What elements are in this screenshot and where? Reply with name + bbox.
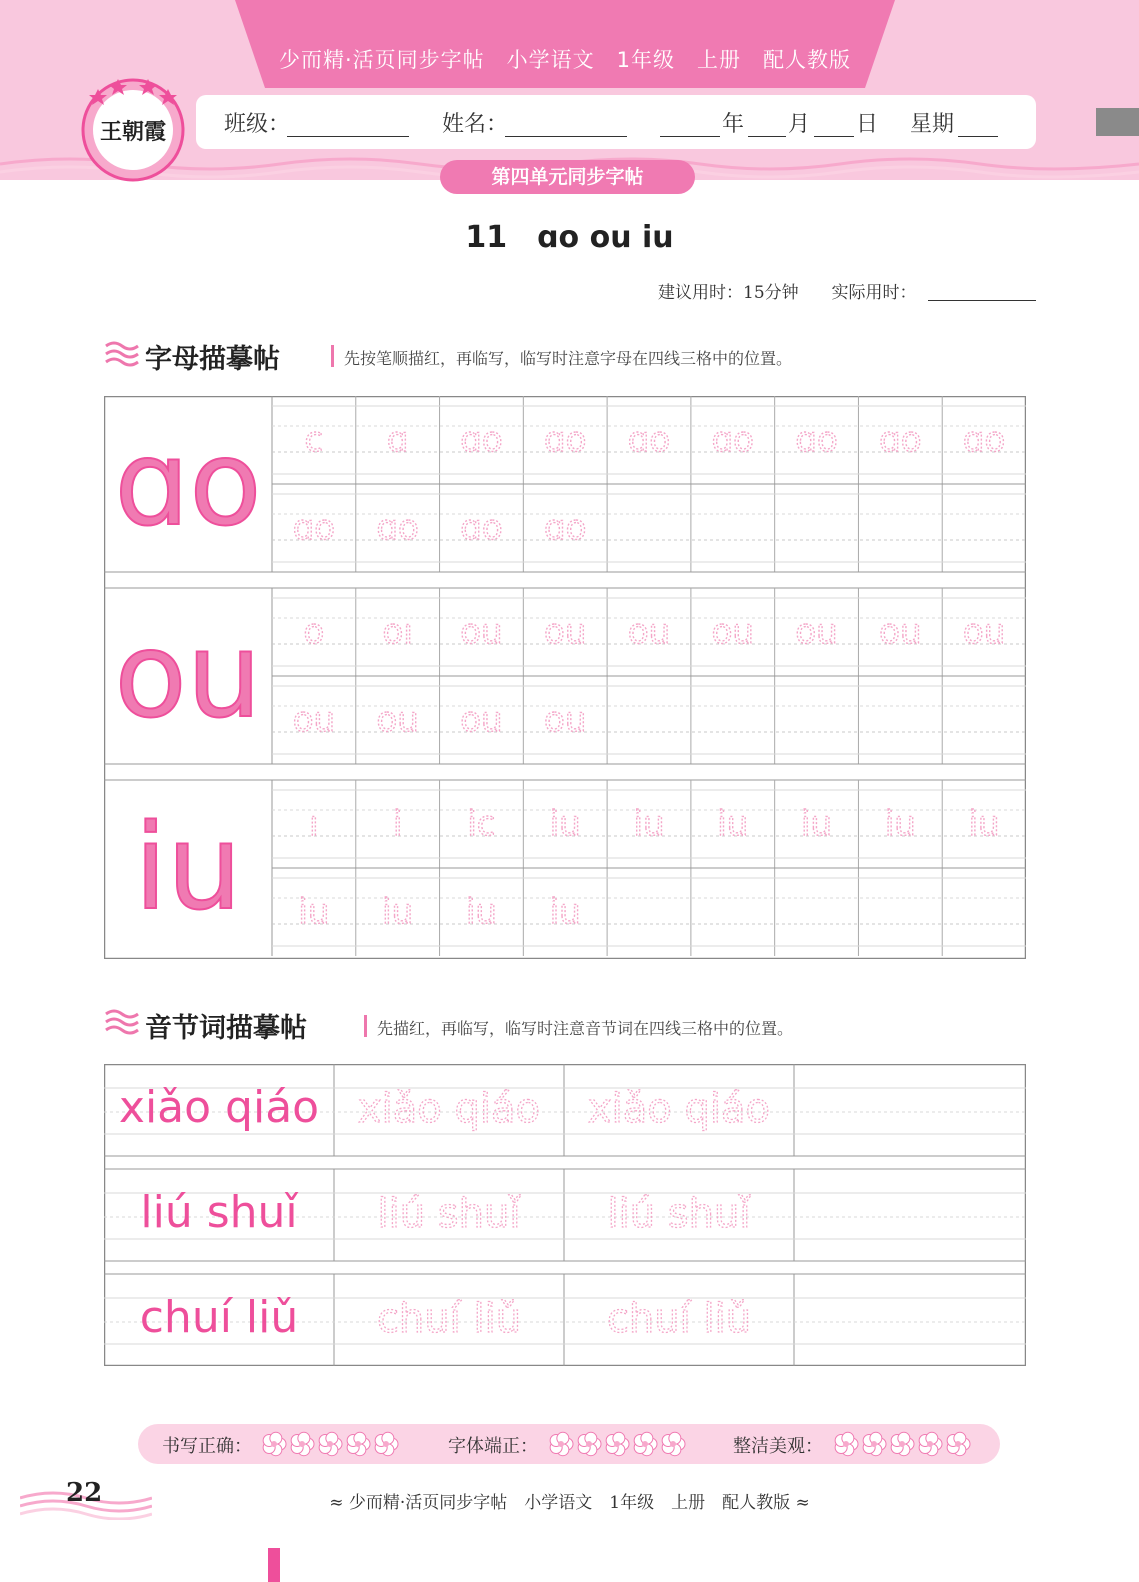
flower-icon[interactable] — [319, 1432, 342, 1455]
series-title: 少而精·活页同步字帖 小学语文 1年级 上册 配人教版 — [278, 48, 852, 72]
trace-letter: iu — [549, 892, 581, 932]
year-field[interactable] — [660, 136, 720, 137]
actual-time-field[interactable] — [928, 300, 1036, 301]
lesson-title: 11 ɑo ou iu — [465, 220, 674, 255]
flower-icon[interactable] — [347, 1432, 370, 1455]
flower-icon[interactable] — [662, 1432, 685, 1455]
flower-icon[interactable] — [919, 1432, 942, 1455]
suggested-time: 建议用时：15分钟 — [658, 283, 799, 303]
trace-letter: iu — [968, 804, 1000, 844]
section2-divider — [364, 1015, 367, 1037]
trace-letter: ɑo — [711, 420, 754, 460]
trace-letter: ou — [795, 612, 838, 652]
word-grid — [104, 1064, 1026, 1366]
month-label: 月 — [788, 112, 811, 137]
trace-letter: oı — [382, 612, 413, 652]
trace-letter: ɑo — [879, 420, 922, 460]
trace-letter: ɑo — [544, 420, 587, 460]
trace-letter: iu — [298, 892, 330, 932]
flower-icon[interactable] — [550, 1432, 573, 1455]
trace-letter: ɑo — [460, 508, 503, 548]
flower-icon[interactable] — [634, 1432, 657, 1455]
unit-banner: 第四单元同步字帖 — [440, 160, 695, 194]
trace-letter: ou — [879, 612, 922, 652]
trace-letter: ou — [544, 612, 587, 652]
model-word: xiǎo qiáo — [118, 1082, 320, 1133]
trace-letter: iu — [801, 804, 833, 844]
flower-icon[interactable] — [263, 1432, 286, 1455]
actual-time-label: 实际用时： — [831, 283, 917, 303]
model-letter: ɑo — [114, 414, 262, 552]
footer-series: ≈ 少而精·活页同步字帖 小学语文 1年级 上册 配人教版 ≈ — [329, 1493, 810, 1513]
trace-word: liú shuǐ — [377, 1191, 521, 1237]
name-label: 姓名： — [442, 112, 509, 137]
trace-letter: iu — [382, 892, 414, 932]
publisher-logo — [78, 75, 188, 185]
logo-text: 王朝霞 — [99, 119, 167, 145]
section1-divider — [331, 345, 334, 367]
trace-letter: iu — [465, 892, 497, 932]
trace-letter: iu — [549, 804, 581, 844]
trace-letter: ɑo — [962, 420, 1006, 460]
trace-letter: c — [304, 420, 324, 460]
bottom-edge-mark — [268, 1548, 280, 1582]
model-word: chuí liǔ — [139, 1292, 299, 1343]
wave-icon — [104, 340, 140, 368]
letter-grid — [104, 396, 1026, 959]
rating-flowers — [0, 1424, 1139, 1464]
rating3-label: 整洁美观： — [733, 1436, 823, 1457]
model-word: liú shuǐ — [140, 1187, 298, 1238]
flower-icon[interactable] — [291, 1432, 314, 1455]
trace-word: xiǎo qiáo — [358, 1086, 540, 1132]
trace-word: chuí liǔ — [376, 1296, 522, 1342]
flower-icon[interactable] — [375, 1432, 398, 1455]
trace-letter: ou — [711, 612, 754, 652]
page-edge-tab — [1096, 108, 1139, 136]
trace-word: chuí liǔ — [606, 1296, 752, 1342]
trace-letter: i — [392, 804, 403, 844]
trace-letter: o — [303, 612, 325, 652]
month-field[interactable] — [748, 136, 786, 137]
rating1-label: 书写正确： — [162, 1436, 252, 1457]
class-label: 班级： — [224, 112, 291, 137]
trace-letter: ɑ — [386, 420, 409, 460]
name-field[interactable] — [505, 136, 627, 137]
year-label: 年 — [722, 112, 745, 137]
trace-letter: ɑo — [460, 420, 503, 460]
section1-title: 字母描摹帖 — [145, 344, 280, 375]
weekday-field[interactable] — [958, 136, 998, 137]
trace-letter: ic — [467, 804, 496, 844]
trace-letter: ɑo — [795, 420, 838, 460]
trace-word: liú shuǐ — [607, 1191, 751, 1237]
time-row — [658, 278, 916, 303]
trace-letter: ou — [376, 700, 419, 740]
trace-letter: ɑo — [627, 420, 671, 460]
wave-icon — [104, 1008, 140, 1036]
trace-letter: ɑo — [544, 508, 587, 548]
section2-title: 音节词描摹帖 — [145, 1013, 307, 1044]
model-letter: iu — [134, 798, 242, 936]
trace-letter: iu — [884, 804, 916, 844]
day-field[interactable] — [814, 136, 854, 137]
trace-letter: ɑo — [376, 508, 419, 548]
flower-icon[interactable] — [578, 1432, 601, 1455]
day-label: 日 — [856, 112, 879, 137]
trace-letter: ou — [627, 612, 671, 652]
trace-letter: ou — [544, 700, 587, 740]
flower-icon[interactable] — [606, 1432, 629, 1455]
trace-letter: iu — [633, 804, 665, 844]
trace-letter: ɑo — [292, 508, 336, 548]
trace-letter: ou — [962, 612, 1006, 652]
model-letter: ou — [114, 606, 262, 744]
trace-letter: ou — [292, 700, 336, 740]
trace-letter: ı — [309, 804, 319, 844]
trace-letter: iu — [717, 804, 749, 844]
section2-instruction: 先描红，再临写，临写时注意音节词在四线三格中的位置。 — [377, 1019, 794, 1038]
class-field[interactable] — [287, 136, 409, 137]
flower-icon[interactable] — [863, 1432, 886, 1455]
flower-icon[interactable] — [947, 1432, 970, 1455]
trace-word: xiǎo qiáo — [588, 1086, 770, 1132]
page-number: 22 — [66, 1478, 103, 1508]
section1-instruction: 先按笔顺描红，再临写，临写时注意字母在四线三格中的位置。 — [344, 349, 793, 368]
weekday-label: 星期 — [910, 112, 955, 137]
trace-letter: ou — [460, 612, 503, 652]
trace-letter: ou — [460, 700, 503, 740]
rating2-label: 字体端正： — [448, 1436, 538, 1457]
flower-icon[interactable] — [891, 1432, 914, 1455]
flower-icon[interactable] — [835, 1432, 858, 1455]
